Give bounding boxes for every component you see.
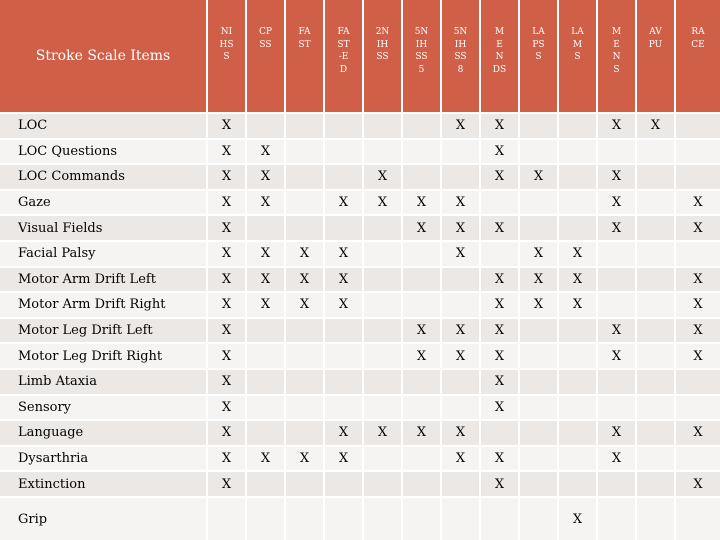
row-label: Limb Ataxia (0, 370, 206, 394)
check-mark: X (598, 216, 635, 240)
table-cell (559, 447, 596, 471)
table-cell (637, 447, 674, 471)
row-label: Grip (0, 498, 206, 540)
column-header (403, 0, 440, 112)
check-mark: X (208, 370, 245, 394)
check-mark: X (676, 344, 720, 368)
row-label: Language (0, 421, 206, 445)
column-header-label: RACE (691, 27, 705, 50)
row-label: LOC (0, 114, 206, 138)
table-cell (403, 396, 440, 420)
check-mark: X (481, 216, 518, 240)
column-header-label: 5NIHSS5 (414, 27, 429, 75)
check-mark: X (286, 268, 323, 292)
row-label: Motor Leg Drift Left (0, 319, 206, 343)
check-mark: X (247, 165, 284, 189)
table-cell (286, 191, 323, 215)
check-mark: X (208, 396, 245, 420)
table-cell (442, 165, 479, 189)
table-cell (559, 472, 596, 496)
table-cell (247, 319, 284, 343)
table-cell (403, 140, 440, 164)
table-cell (520, 191, 557, 215)
table-cell (403, 472, 440, 496)
check-mark: X (403, 421, 440, 445)
table-cell (637, 293, 674, 317)
check-mark: X (208, 114, 245, 138)
check-mark: X (559, 242, 596, 266)
table-cell (364, 216, 401, 240)
table-cell (364, 140, 401, 164)
column-header (325, 0, 362, 112)
check-mark: X (481, 396, 518, 420)
table-cell (676, 140, 720, 164)
column-header (364, 0, 401, 112)
column-header-label: AVPU (648, 27, 663, 50)
row-label: Extinction (0, 472, 206, 496)
table-cell (676, 447, 720, 471)
table-cell (325, 472, 362, 496)
check-mark: X (325, 268, 362, 292)
table-cell (325, 396, 362, 420)
column-header (520, 0, 557, 112)
table-cell (481, 421, 518, 445)
table-cell (520, 498, 557, 540)
column-header (481, 0, 518, 112)
table-cell (676, 370, 720, 394)
check-mark: X (442, 114, 479, 138)
table-cell (637, 319, 674, 343)
check-mark: X (208, 319, 245, 343)
row-label: Sensory (0, 396, 206, 420)
check-mark: X (520, 242, 557, 266)
check-mark: X (481, 293, 518, 317)
check-mark: X (598, 319, 635, 343)
table-cell (676, 396, 720, 420)
table-cell (637, 140, 674, 164)
table-cell (325, 319, 362, 343)
table-cell (403, 268, 440, 292)
column-header (559, 0, 596, 112)
check-mark: X (247, 242, 284, 266)
table-cell (520, 472, 557, 496)
table-cell (598, 396, 635, 420)
check-mark: X (559, 293, 596, 317)
table-cell (364, 268, 401, 292)
table-cell (637, 165, 674, 189)
table-cell (286, 370, 323, 394)
table-cell (286, 216, 323, 240)
check-mark: X (247, 268, 284, 292)
table-cell (403, 498, 440, 540)
table-cell (403, 447, 440, 471)
check-mark: X (481, 472, 518, 496)
table-cell (637, 421, 674, 445)
table-cell (520, 344, 557, 368)
check-mark: X (247, 447, 284, 471)
check-mark: X (403, 319, 440, 343)
table-cell (247, 216, 284, 240)
row-label: Motor Arm Drift Right (0, 293, 206, 317)
row-label: Dysarthria (0, 447, 206, 471)
column-header (208, 0, 245, 112)
table-cell (364, 242, 401, 266)
table-cell (481, 191, 518, 215)
check-mark: X (208, 344, 245, 368)
check-mark: X (676, 293, 720, 317)
table-cell (559, 344, 596, 368)
column-header-label: LAPSS (532, 27, 545, 63)
table-cell (364, 472, 401, 496)
check-mark: X (403, 216, 440, 240)
table-cell (325, 165, 362, 189)
column-header-label: LAMS (571, 27, 584, 63)
table-cell (559, 191, 596, 215)
table-cell (559, 114, 596, 138)
check-mark: X (325, 191, 362, 215)
check-mark: X (442, 242, 479, 266)
check-mark: X (286, 447, 323, 471)
check-mark: X (208, 165, 245, 189)
check-mark: X (208, 216, 245, 240)
check-mark: X (247, 191, 284, 215)
table-cell (364, 344, 401, 368)
table-cell (637, 191, 674, 215)
check-mark: X (598, 191, 635, 215)
check-mark: X (598, 344, 635, 368)
table-title: Stroke Scale Items (0, 0, 206, 112)
check-mark: X (442, 216, 479, 240)
check-mark: X (247, 293, 284, 317)
column-header (637, 0, 674, 112)
table-cell (520, 396, 557, 420)
table-cell (286, 165, 323, 189)
check-mark: X (286, 293, 323, 317)
table-cell (286, 396, 323, 420)
column-header (442, 0, 479, 112)
table-cell (247, 370, 284, 394)
table-cell (676, 165, 720, 189)
table-cell (247, 498, 284, 540)
table-cell (442, 472, 479, 496)
table-cell (442, 268, 479, 292)
table-cell (364, 319, 401, 343)
table-cell (286, 421, 323, 445)
table-cell (520, 216, 557, 240)
table-cell (208, 498, 245, 540)
check-mark: X (325, 293, 362, 317)
check-mark: X (208, 191, 245, 215)
check-mark: X (481, 447, 518, 471)
table-cell (520, 370, 557, 394)
table-cell (637, 216, 674, 240)
check-mark: X (481, 114, 518, 138)
table-cell (559, 421, 596, 445)
check-mark: X (481, 344, 518, 368)
check-mark: X (520, 293, 557, 317)
check-mark: X (403, 344, 440, 368)
table-cell (598, 498, 635, 540)
table-cell (247, 421, 284, 445)
row-label: Visual Fields (0, 216, 206, 240)
table-cell (442, 293, 479, 317)
check-mark: X (481, 165, 518, 189)
table-cell (286, 472, 323, 496)
table-cell (403, 242, 440, 266)
check-mark: X (325, 242, 362, 266)
table-cell (247, 344, 284, 368)
table-cell (364, 293, 401, 317)
table-cell (403, 114, 440, 138)
table-cell (598, 472, 635, 496)
table-cell (481, 498, 518, 540)
table-cell (247, 396, 284, 420)
check-mark: X (481, 319, 518, 343)
check-mark: X (208, 472, 245, 496)
table-cell (442, 140, 479, 164)
table-cell (286, 114, 323, 138)
check-mark: X (676, 191, 720, 215)
check-mark: X (442, 421, 479, 445)
table-cell (637, 472, 674, 496)
table-cell (598, 293, 635, 317)
check-mark: X (208, 140, 245, 164)
check-mark: X (481, 268, 518, 292)
row-label: LOC Commands (0, 165, 206, 189)
check-mark: X (208, 242, 245, 266)
check-mark: X (676, 216, 720, 240)
table-cell (598, 268, 635, 292)
table-cell (559, 216, 596, 240)
table-cell (403, 293, 440, 317)
check-mark: X (676, 319, 720, 343)
check-mark: X (520, 268, 557, 292)
check-mark: X (364, 165, 401, 189)
check-mark: X (481, 370, 518, 394)
table-cell (364, 370, 401, 394)
table-cell (559, 396, 596, 420)
check-mark: X (442, 344, 479, 368)
table-cell (325, 498, 362, 540)
column-header-label: NIHSS (219, 27, 234, 63)
column-header-label: MENDS (492, 27, 507, 75)
check-mark: X (559, 498, 596, 540)
table-cell (559, 165, 596, 189)
table-cell (325, 344, 362, 368)
table-cell (520, 319, 557, 343)
column-header (286, 0, 323, 112)
column-header-label: 2NIHSS (375, 27, 390, 63)
table-cell (676, 114, 720, 138)
check-mark: X (208, 293, 245, 317)
table-cell (559, 370, 596, 394)
check-mark: X (598, 421, 635, 445)
check-mark: X (208, 268, 245, 292)
check-mark: X (403, 191, 440, 215)
table-cell (637, 242, 674, 266)
check-mark: X (598, 114, 635, 138)
table-cell (481, 242, 518, 266)
table-cell (325, 140, 362, 164)
table-cell (520, 421, 557, 445)
column-header (247, 0, 284, 112)
table-cell (325, 370, 362, 394)
check-mark: X (598, 165, 635, 189)
table-cell (676, 498, 720, 540)
table-cell (559, 319, 596, 343)
column-header-label: FAST (298, 27, 311, 50)
table-cell (442, 396, 479, 420)
row-label: Motor Leg Drift Right (0, 344, 206, 368)
table-cell (598, 140, 635, 164)
check-mark: X (442, 319, 479, 343)
table-cell (637, 396, 674, 420)
column-header-label: 5NIHSS8 (453, 27, 468, 75)
table-cell (247, 114, 284, 138)
table-cell (364, 447, 401, 471)
check-mark: X (325, 421, 362, 445)
table-cell (676, 242, 720, 266)
table-cell (286, 498, 323, 540)
row-label: Gaze (0, 191, 206, 215)
table-cell (325, 216, 362, 240)
check-mark: X (637, 114, 674, 138)
table-cell (286, 319, 323, 343)
check-mark: X (364, 191, 401, 215)
check-mark: X (442, 191, 479, 215)
table-cell (637, 370, 674, 394)
table-cell (286, 140, 323, 164)
check-mark: X (520, 165, 557, 189)
check-mark: X (676, 268, 720, 292)
table-cell (598, 242, 635, 266)
table-cell (637, 498, 674, 540)
table-cell (403, 370, 440, 394)
check-mark: X (208, 421, 245, 445)
check-mark: X (364, 421, 401, 445)
table-cell (442, 498, 479, 540)
check-mark: X (676, 472, 720, 496)
table-cell (364, 498, 401, 540)
table-cell (520, 140, 557, 164)
table-cell (637, 268, 674, 292)
table-cell (364, 396, 401, 420)
table-cell (637, 344, 674, 368)
row-label: LOC Questions (0, 140, 206, 164)
table-cell (598, 370, 635, 394)
table-cell (403, 165, 440, 189)
check-mark: X (481, 140, 518, 164)
check-mark: X (442, 447, 479, 471)
table-cell (325, 114, 362, 138)
table-cell (286, 344, 323, 368)
row-label: Facial Palsy (0, 242, 206, 266)
column-header (676, 0, 720, 112)
table-cell (364, 114, 401, 138)
row-label: Motor Arm Drift Left (0, 268, 206, 292)
column-header-label: FAST-ED (337, 27, 350, 75)
table-cell (247, 472, 284, 496)
table-cell (520, 447, 557, 471)
column-header-label: CPSS (259, 27, 272, 50)
check-mark: X (247, 140, 284, 164)
column-header (598, 0, 635, 112)
column-header-label: MENS (611, 27, 622, 75)
check-mark: X (559, 268, 596, 292)
check-mark: X (676, 421, 720, 445)
check-mark: X (598, 447, 635, 471)
table-cell (442, 370, 479, 394)
check-mark: X (286, 242, 323, 266)
table-cell (520, 114, 557, 138)
table-cell (559, 140, 596, 164)
check-mark: X (208, 447, 245, 471)
check-mark: X (325, 447, 362, 471)
